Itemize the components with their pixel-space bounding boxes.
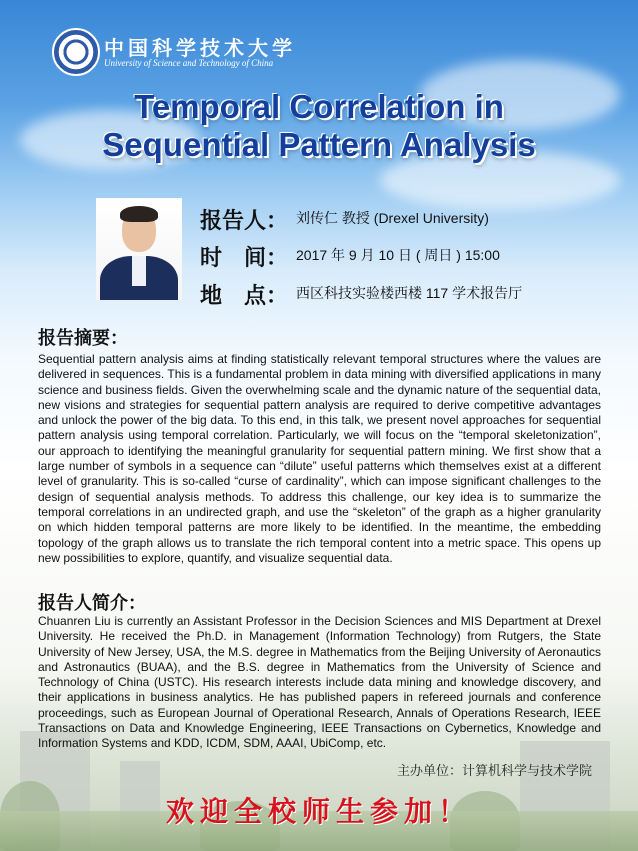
place-value: 西区科技实验楼西楼 117 学术报告厅	[296, 285, 523, 301]
speaker-photo	[96, 198, 182, 300]
organizer-text: 主办单位：计算机科学与技术学院	[396, 764, 592, 779]
time-label: 时 间：	[200, 245, 289, 270]
speaker-label: 报告人：	[200, 208, 289, 233]
abstract-heading: 报告摘要：	[38, 328, 128, 348]
welcome-banner: 欢迎全校师生参加！	[165, 795, 472, 828]
place-label: 地 点：	[200, 283, 289, 308]
talk-title-line1: Temporal Correlation in	[134, 88, 504, 125]
abstract-text: Sequential pattern analysis aims at finding statistically relevant temporal structures where the values are delivered in sequences. This is a fundamental problem in data mining with diversified applications in many science and business fields. Given the overwhelming scale and the dynamic nature of the sequential data, new visions and strategies for sequential pattern analysis are required to derive competitive advantages and unlock the power of the big data. To this end, in this talk, we present novel approaches for sequential pattern analysis using temporal correlation. Particularly, we will focus on the “temporal skeletonization”, our approach to identifying the meaningful granularity for sequential pattern mining. We first show that a large number of symbols in a sequence can “dilute” useful patterns which themselves exist at a different level of granularity. This is so-called “curse of cardinality”, which can impose significant challenges to the design of sequential analysis methods. To address this challenge, our key idea is to summarize the temporal correlations in an undirected graph, and use the “skeleton” of the graph as a higher granularity on which hidden temporal patterns are more likely to be identified. In the meantime, the embedding topology of the graph allows us to translate the rich temporal content into a metric space. This opens up new possibilities to explore, quantify, and visualize sequential data.	[38, 352, 602, 565]
university-name-en: University of Science and Technology of China	[104, 58, 274, 68]
university-logo	[52, 28, 100, 76]
university-name-cn: 中国科学技术大学	[104, 36, 296, 60]
bio-heading: 报告人简介：	[38, 593, 146, 613]
talk-title	[0, 88, 638, 164]
speaker-value: 刘传仁 教授 (Drexel University)	[296, 210, 489, 226]
time-value: 2017 年 9 月 10 日 ( 周日 ) 15:00	[296, 247, 500, 263]
talk-title-line2: Sequential Pattern Analysis	[102, 126, 536, 163]
bio-text: Chuanren Liu is currently an Assistant Professor in the Decision Sciences and MIS Department at Drexel University. He received the Ph.D. in Management (Information Technology) from Rutgers, the State University of New Jersey, USA, the M.S. degree in Mathematics from the Beijing University of Aeronautics and Astronautics (BUAA), and the B.S. degree in Mathematics from the University of Science and Technology of China (USTC). His research interests include data mining and knowledge discovery, and their applications in business analytics. He has published papers in refereed journals and conference proceedings, such as European Journal of Operational Research, Annals of Operations Research, IEEE Transactions on Data and Knowledge Engineering, IEEE Transactions on Cybernetics, Knowledge and Information Systems and KDD, ICDM, SDM, AAAI, UbiComp, etc.	[38, 614, 601, 751]
